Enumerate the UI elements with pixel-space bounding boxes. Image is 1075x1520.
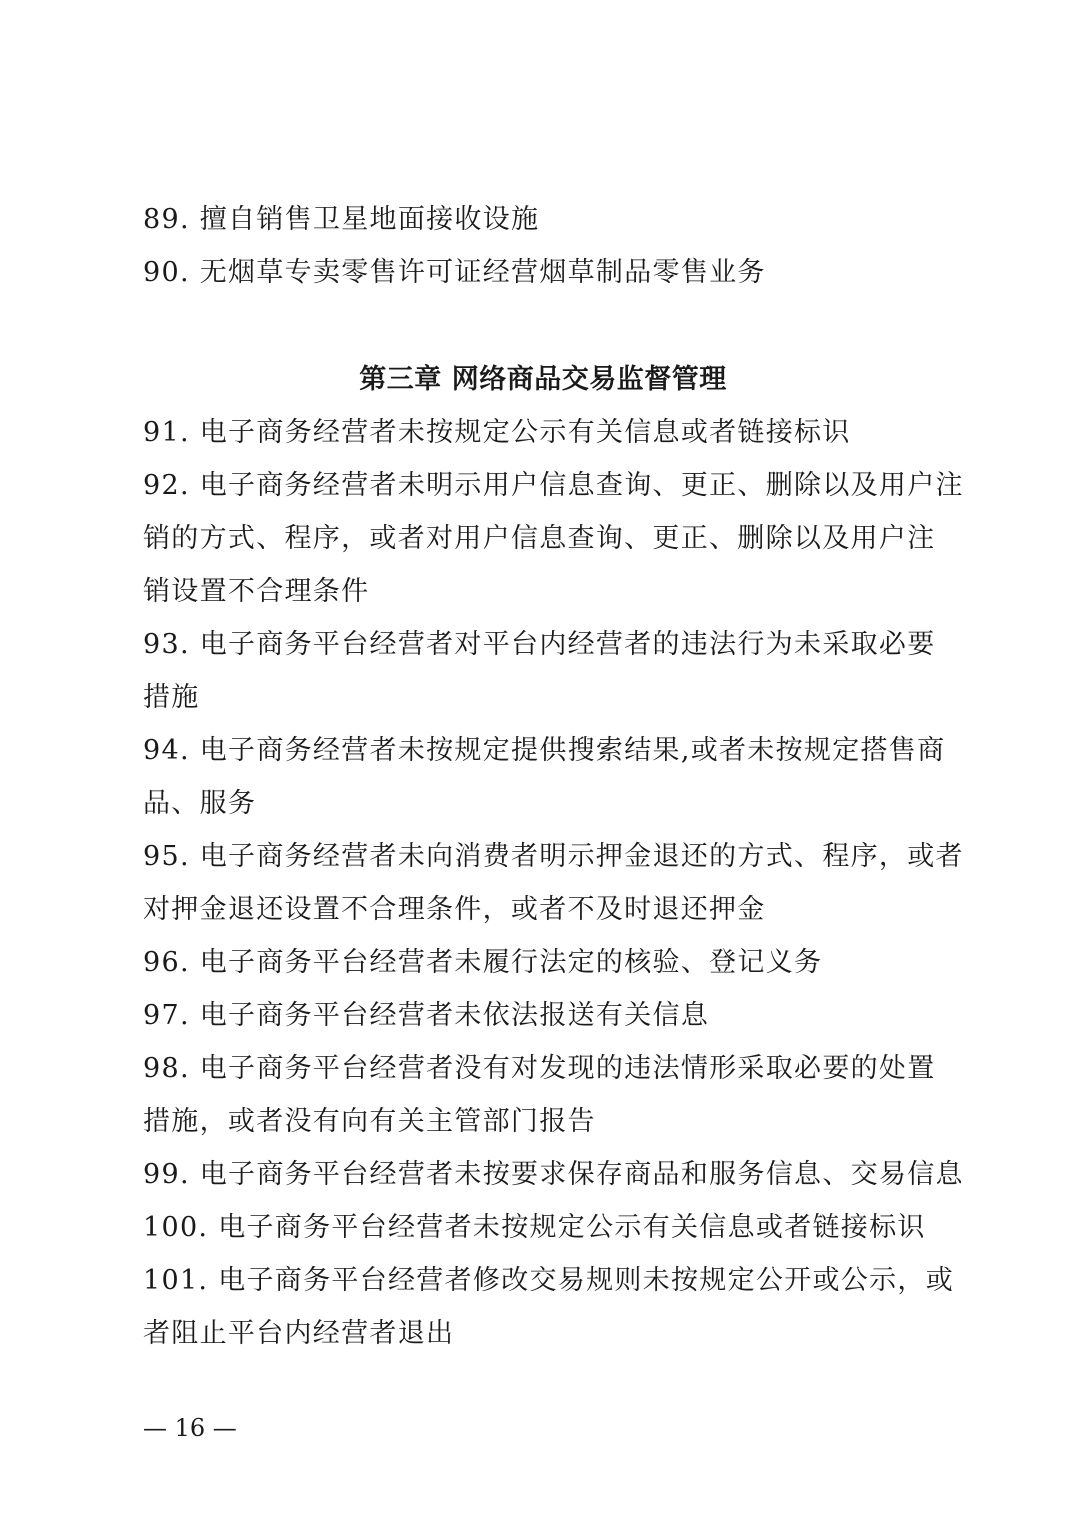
list-item-92: 92. 电子商务经营者未明示用户信息查询、更正、删除以及用户注 <box>143 470 964 501</box>
list-item-95: 95. 电子商务经营者未向消费者明示押金退还的方式、程序，或者 <box>143 841 964 872</box>
list-item-93-cont: 措施 <box>143 682 200 713</box>
list-item-90: 90. 无烟草专卖零售许可证经营烟草制品零售业务 <box>143 257 766 288</box>
list-item-92-cont-1: 销的方式、程序，或者对用户信息查询、更正、删除以及用户注 <box>143 523 936 554</box>
chapter-heading: 第三章 网络商品交易监督管理 <box>359 364 727 395</box>
list-item-100: 100. 电子商务平台经营者未按规定公示有关信息或者链接标识 <box>143 1212 926 1243</box>
list-item-93: 93. 电子商务平台经营者对平台内经营者的违法行为未采取必要 <box>143 629 936 660</box>
list-item-101: 101. 电子商务平台经营者修改交易规则未按规定公开或公示，或 <box>143 1265 954 1296</box>
section-spacer <box>143 299 943 353</box>
page-content <box>143 193 964 1360</box>
list-item-98-cont: 措施，或者没有向有关主管部门报告 <box>143 1106 596 1137</box>
list-item-92-cont-2: 销设置不合理条件 <box>143 576 370 607</box>
list-item-101-cont: 者阻止平台内经营者退出 <box>143 1318 455 1349</box>
list-item-99: 99. 电子商务平台经营者未按要求保存商品和服务信息、交易信息 <box>143 1159 964 1190</box>
list-item-94-cont: 品、服务 <box>143 788 257 819</box>
list-item-97: 97. 电子商务平台经营者未依法报送有关信息 <box>143 1000 710 1031</box>
list-item-96: 96. 电子商务平台经营者未履行法定的核验、登记义务 <box>143 947 823 978</box>
list-item-95-cont: 对押金退还设置不合理条件，或者不及时退还押金 <box>143 894 766 925</box>
list-item-91: 91. 电子商务经营者未按规定公示有关信息或者链接标识 <box>143 417 851 448</box>
page-number: — 16 — <box>143 1414 237 1442</box>
list-item-89: 89. 擅自销售卫星地面接收设施 <box>143 204 540 235</box>
list-item-94: 94. 电子商务经营者未按规定提供搜索结果,或者未按规定搭售商 <box>143 735 946 766</box>
list-item-98: 98. 电子商务平台经营者没有对发现的违法情形采取必要的处置 <box>143 1053 936 1084</box>
